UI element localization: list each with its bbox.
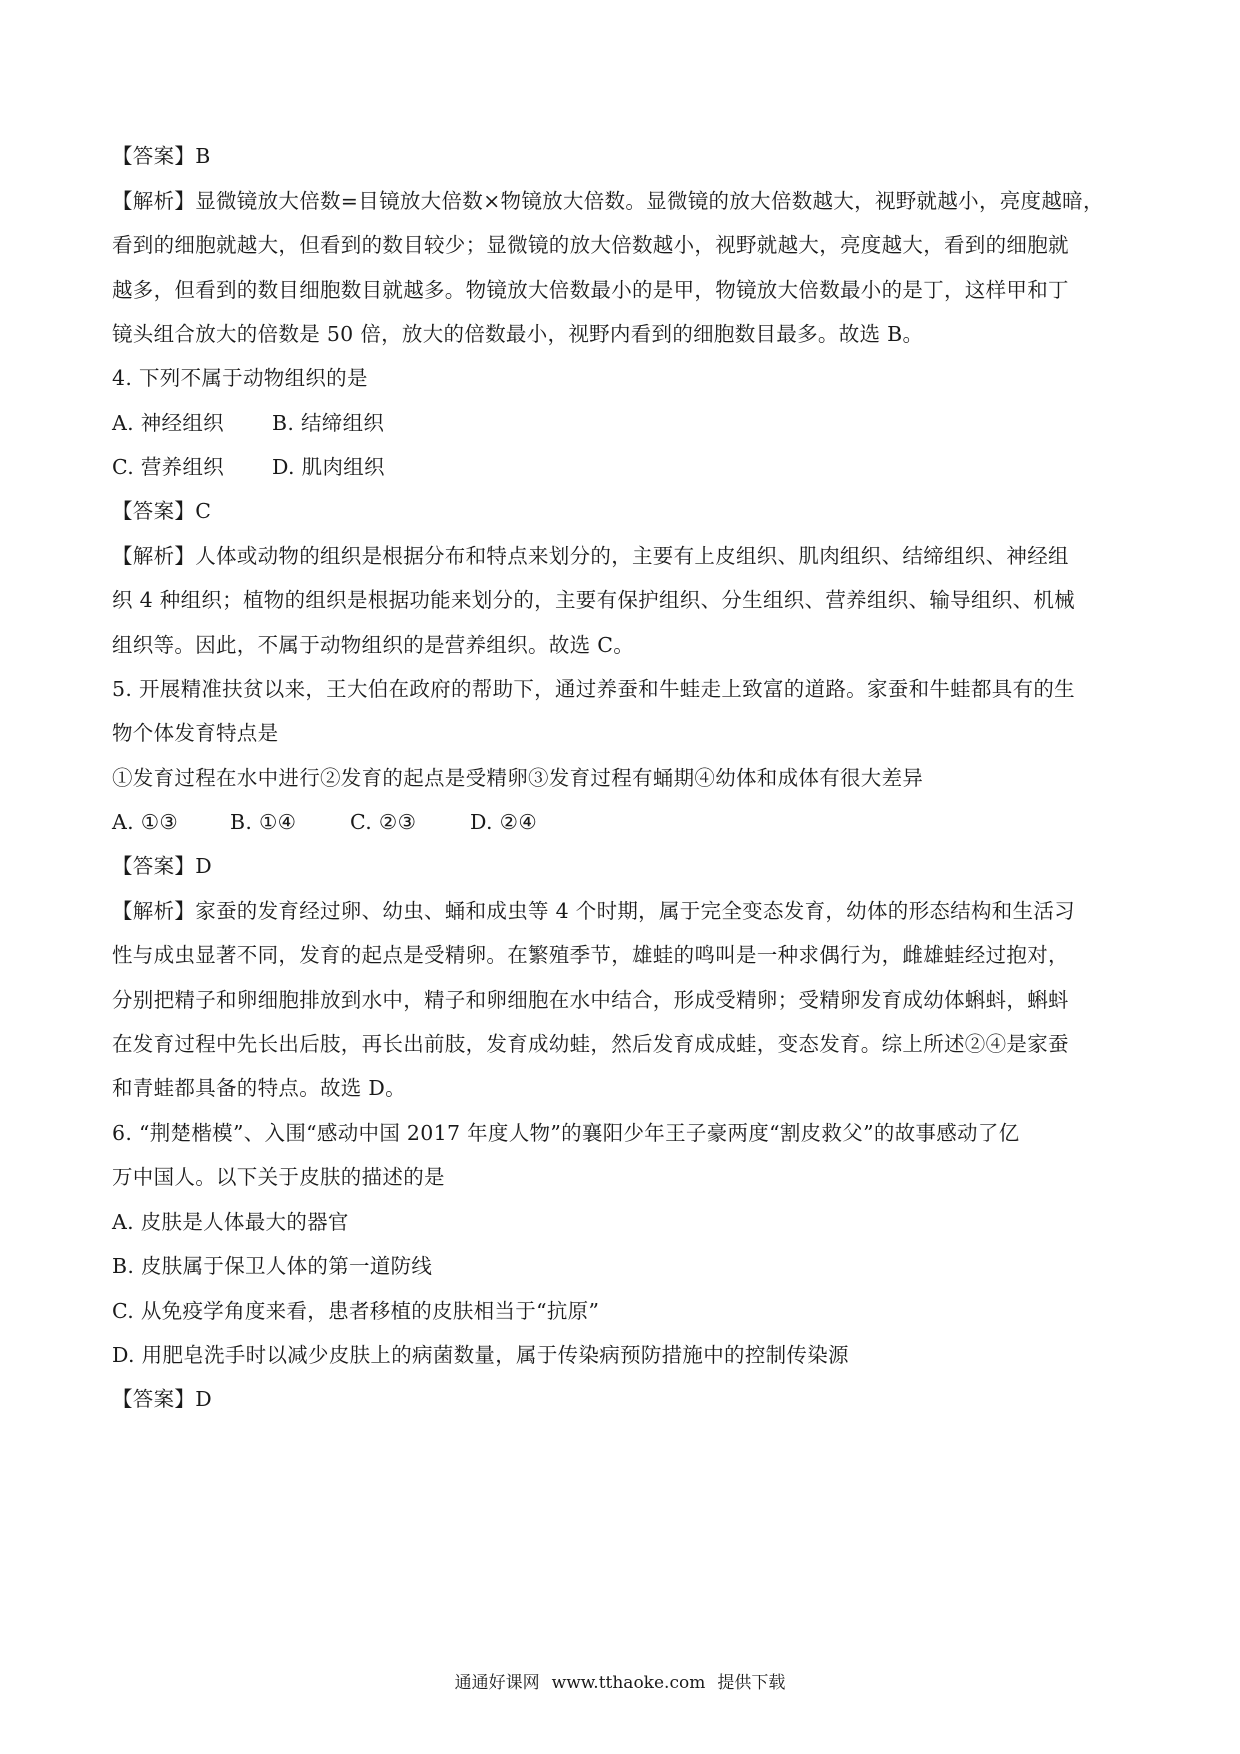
option-b: B. ①④ xyxy=(230,810,297,834)
analysis-q3-line4: 镜头组合放大的倍数是 50 倍，放大的倍数最小，视野内看到的细胞数目最多。故选 B。 xyxy=(112,322,924,346)
question-4-options-row1 xyxy=(112,408,1132,438)
analysis-q5-line3: 分别把精子和卵细胞排放到水中，精子和卵细胞在水中结合，形成受精卵；受精卵发育成幼体蝌蚪，蝌蚪 xyxy=(112,988,1069,1012)
question-5-statements: ①发育过程在水中进行②发育的起点是受精卵③发育过程有蛹期④幼体和成体有很大差异 xyxy=(112,766,924,790)
answer-q3: 【答案】B xyxy=(112,144,211,168)
question-6-line2: 万中国人。以下关于皮肤的描述的是 xyxy=(112,1165,445,1189)
option-d: D. 肌肉组织 xyxy=(272,455,385,479)
analysis-q5-line1: 【解析】家蚕的发育经过卵、幼虫、蛹和成虫等 4 个时期，属于完全变态发育，幼体的形态结构和生活习 xyxy=(112,899,1075,923)
analysis-q3-line3: 越多，但看到的数目细胞数目就越多。物镜放大倍数最小的是甲，物镜放大倍数最小的是丁，这样甲和丁 xyxy=(112,278,1069,302)
answer-q4: 【答案】C xyxy=(112,499,212,523)
answer-q6: 【答案】D xyxy=(112,1387,212,1411)
analysis-q4-line2: 织 4 种组织；植物的组织是根据功能来划分的，主要有保护组织、分生组织、营养组织、输导组织、机械 xyxy=(112,588,1075,612)
question-5-options xyxy=(112,807,1132,837)
page-footer xyxy=(0,1670,1240,1696)
question-4: 4. 下列不属于动物组织的是 xyxy=(112,366,368,390)
option-a: A. ①③ xyxy=(112,810,179,834)
analysis-q4-line3: 组织等。因此，不属于动物组织的是营养组织。故选 C。 xyxy=(112,633,634,657)
question-5-line2: 物个体发育特点是 xyxy=(112,721,279,745)
option-d: D. ②④ xyxy=(470,810,537,834)
analysis-q3-line2: 看到的细胞就越大，但看到的数目较少；显微镜的放大倍数越小，视野就越大，亮度越大，看到的细胞就 xyxy=(112,233,1069,257)
option-a: A. 神经组织 xyxy=(112,411,224,435)
analysis-q5-line2: 性与成虫显著不同，发育的起点是受精卵。在繁殖季节，雄蛙的鸣叫是一种求偶行为，雌雄蛙经过抱对， xyxy=(112,943,1069,967)
option-c: C. 营养组织 xyxy=(112,455,225,479)
analysis-q5-line4: 在发育过程中先长出后肢，再长出前肢，发育成幼蛙，然后发育成成蛙，变态发育。综上所述②④是家蚕 xyxy=(112,1032,1069,1056)
question-6-option-d: D. 用肥皂洗手时以减少皮肤上的病菌数量，属于传染病预防措施中的控制传染源 xyxy=(112,1343,849,1367)
option-c: C. ②③ xyxy=(350,810,417,834)
analysis-q3-line1: 【解析】显微镜放大倍数=目镜放大倍数×物镜放大倍数。显微镜的放大倍数越大，视野就越小，亮度越暗， xyxy=(112,189,1104,213)
footer-site-name: 通通好课网 xyxy=(454,1673,540,1693)
analysis-q4-line1: 【解析】人体或动物的组织是根据分布和特点来划分的，主要有上皮组织、肌肉组织、结缔组织、神经组 xyxy=(112,544,1069,568)
option-b: B. 结缔组织 xyxy=(272,411,385,435)
footer-note: 提供下载 xyxy=(717,1673,786,1693)
footer-url[interactable]: www.tthaoke.com xyxy=(551,1673,706,1693)
question-4-options-row2 xyxy=(112,452,1132,482)
question-6-option-c: C. 从免疫学角度来看，患者移植的皮肤相当于“抗原” xyxy=(112,1299,600,1323)
question-6-option-b: B. 皮肤属于保卫人体的第一道防线 xyxy=(112,1254,433,1278)
question-5-line1: 5. 开展精准扶贫以来，王大伯在政府的帮助下，通过养蚕和牛蛙走上致富的道路。家蚕和牛蛙都具有的生 xyxy=(112,677,1075,701)
question-6-line1: 6. “荆楚楷模”、入围“感动中国 2017 年度人物”的襄阳少年王子豪两度“割皮救父”的故事感动了亿 xyxy=(112,1121,1020,1145)
analysis-q5-line5: 和青蛙都具备的特点。故选 D。 xyxy=(112,1076,406,1100)
answer-q5: 【答案】D xyxy=(112,854,212,878)
question-6-option-a: A. 皮肤是人体最大的器官 xyxy=(112,1210,349,1234)
